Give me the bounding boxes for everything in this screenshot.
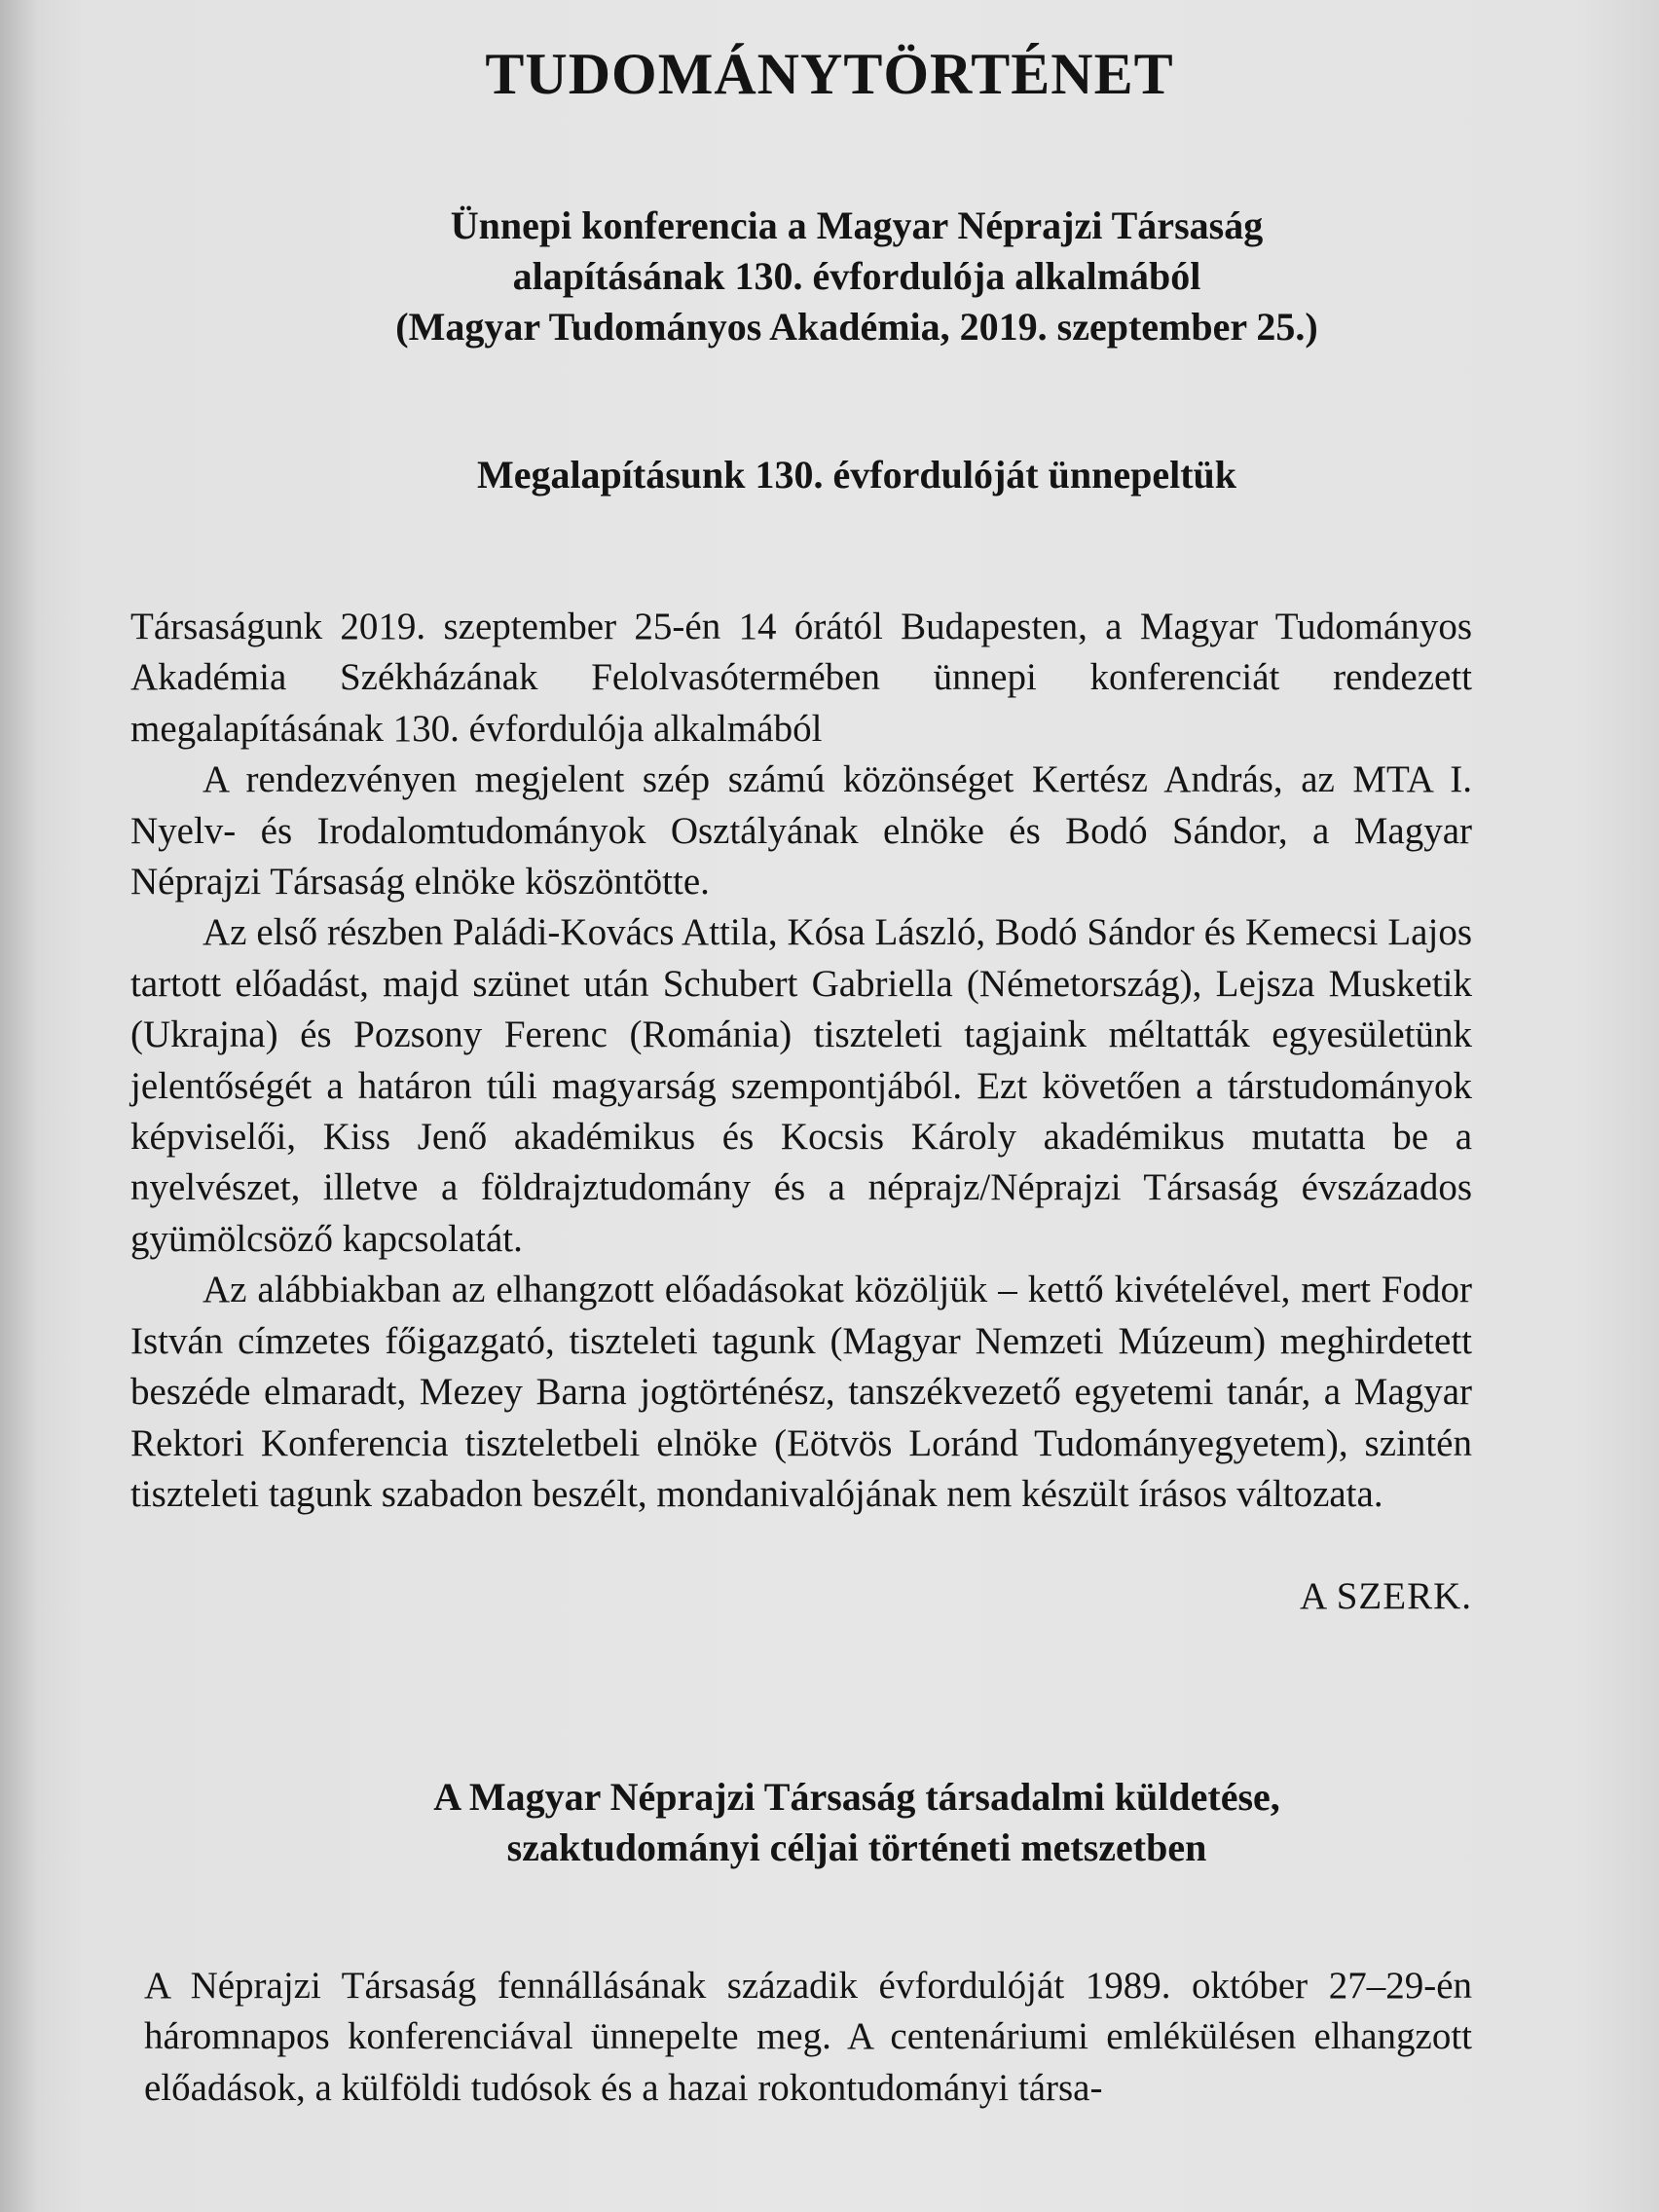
article-1-body	[130, 602, 1472, 1520]
article-2-paragraph-1: A Néprajzi Társaság fennállásának századik évfordulóját 1989. október 27–29-én háromnapos konferenciával ünnepelte meg. A centenáriumi emlékülésen elhangzott előadások, a külföldi tudósok és a hazai rokontudományi társa-	[144, 1965, 1472, 2109]
article-2-title-line-1: A Magyar Néprajzi Társaság társadalmi küldetése,	[433, 1775, 1280, 1819]
article-1-title: Megalapításunk 130. évfordulóját ünnepeltük	[476, 453, 1237, 497]
conference-heading	[195, 201, 1519, 352]
article-1-paragraph-4: Az alábbiakban az elhangzott előadásokat közöljük – kettő kivételével, mert Fodor István címzetes főigazgató, tiszteleti tagunk (Magyar Nemzeti Múzeum) meghirdetett beszéde elmaradt, Mezey Barna jogtörténész, tanszékvezető egyetemi tanár, a Magyar Rektori Konferencia tiszteletbeli elnöke (Eötvös Loránd Tudományegyetem), szintén tiszteleti tagunk szabadon beszélt, mondanivalójának nem készült írásos változata.	[130, 1269, 1472, 1515]
article-1-paragraph-1: Társaságunk 2019. szeptember 25-én 14 órától Budapesten, a Magyar Tudományos Akadémia Székházának Felolvasótermében ünnepi konferenciát rendezett megalapításának 130. évfordulója alkalmából	[130, 606, 1472, 750]
conference-heading-line-2: alapításának 130. évfordulója alkalmából	[512, 254, 1201, 298]
article-1-paragraph-2: A rendezvényen megjelent szép számú közönséget Kertész András, az MTA I. Nyelv- és Irodalomtudományok Osztályának elnöke és Bodó Sándor, a Magyar Néprajzi Társaság elnöke köszöntötte.	[130, 758, 1472, 903]
article-2-title	[195, 1772, 1519, 1873]
spine-shadow	[0, 0, 39, 2212]
article-2-title-line-2: szaktudományi céljai történeti metszetben	[506, 1825, 1207, 1869]
conference-heading-line-3: (Magyar Tudományos Akadémia, 2019. szeptember 25.)	[395, 305, 1318, 349]
article-1-paragraph-3: Az első részben Paládi-Kovács Attila, Kósa László, Bodó Sándor és Kemecsi Lajos tartott előadást, majd szünet után Schubert Gabriella (Németország), Lejsza Musketik (Ukrajna) és Pozsony Ferenc (Románia) tiszteleti tagjaink méltatták egyesületünk jelentőségét a határon túli magyarság szempontjából. Ezt követően a társtudományok képviselői, Kiss Jenő akadémikus és Kocsis Károly akadémikus mutatta be a nyelvészet, illetve a földrajztudomány és a néprajz/Néprajzi Társaság évszázados gyümölcsöző kapcsolatát.	[130, 911, 1472, 1260]
section-title: TUDOMÁNYTÖRTÉNET	[485, 42, 1174, 106]
article-2-body	[144, 1961, 1472, 2114]
editor-signature: A SZERK.	[1299, 1575, 1472, 1617]
conference-heading-line-1: Ünnepi konferencia a Magyar Néprajzi Társaság	[450, 203, 1264, 247]
